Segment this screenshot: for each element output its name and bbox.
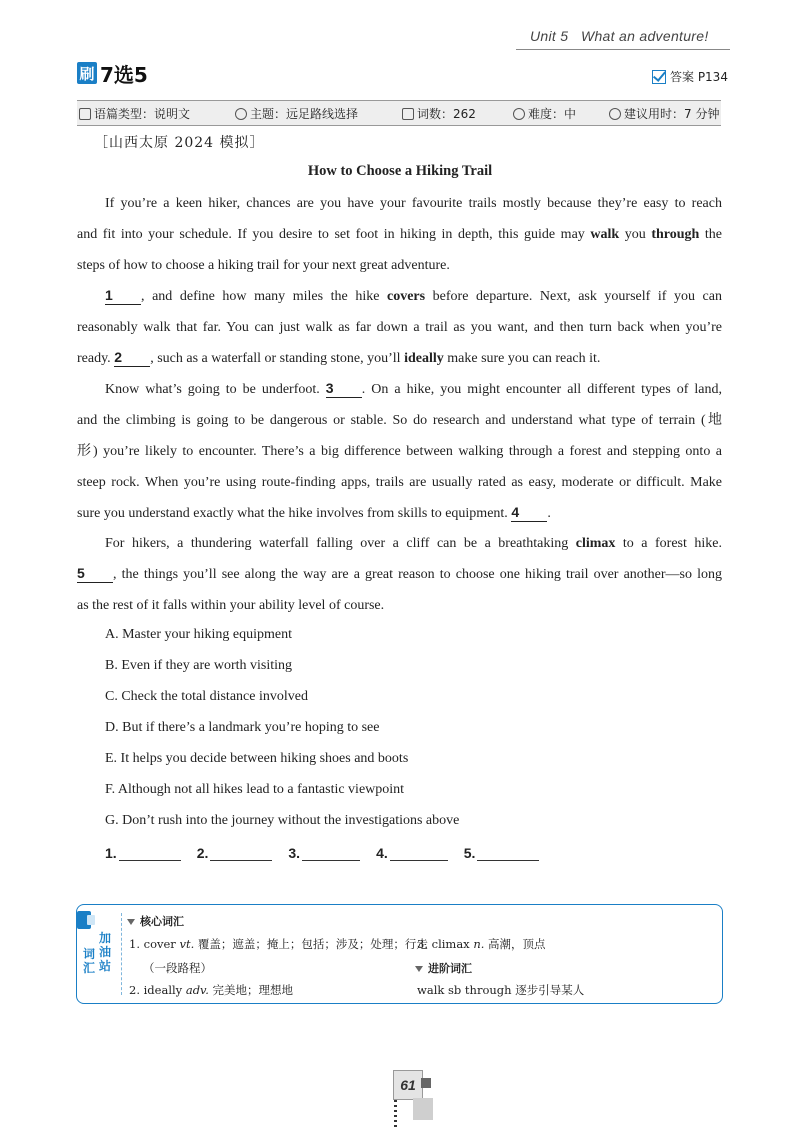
advanced-vocab-1: walk sb through 逐步引导某人 [417, 983, 585, 997]
info-topic [235, 105, 358, 122]
magnifier-icon [235, 108, 247, 120]
p1-text: you [619, 227, 652, 242]
unit-label: Unit 5 [530, 28, 569, 44]
answer-ref-text: 答案 P134 [670, 70, 728, 84]
vocab-side-col-1: 词汇 [83, 947, 96, 975]
checkmark-icon [652, 70, 666, 84]
blank-3[interactable]: 3 [326, 379, 362, 398]
p3-line-2: and the climbing is going to be dangerous or stable. So do research and understand what type of terrain (地 [77, 413, 722, 428]
answer-4-label: 4. [376, 845, 388, 861]
page-number: 61 [393, 1070, 423, 1100]
answer-2-label: 2. [196, 845, 209, 861]
p3-line-3: 形) you’re likely to encounter. There’s a big difference between walking through a forest and stepping onto a [77, 444, 722, 459]
p2-line-2: reasonably walk that far. You can just walk as far down a trail as you want, and then turn back when you’re [77, 320, 722, 335]
info-bar [77, 100, 721, 126]
p2-line-3 [77, 343, 722, 374]
info-words-text: 词数：262 [417, 107, 476, 121]
option-b: B. Even if they are worth visiting [105, 658, 293, 673]
bold-ideally: ideally [404, 351, 444, 366]
blank-2[interactable]: 2 [114, 348, 150, 367]
blank-1[interactable]: 1 [105, 286, 141, 305]
info-time [609, 105, 719, 122]
core-2-def: 完美地；理想地 [208, 983, 294, 997]
core-1-def: 覆盖；遮盖；掩上；包括；涉及；处理；行走 [194, 937, 428, 951]
answer-5-label: 5. [463, 845, 476, 861]
passage-title: How to Choose a Hiking Trail [307, 163, 493, 179]
answer-1-input[interactable] [119, 846, 181, 861]
triangle-icon [127, 919, 135, 925]
info-words [402, 105, 476, 122]
p4-text: to a forest hike. [615, 536, 722, 551]
core-vocab-1 [129, 936, 428, 952]
info-time-text: 建议用时：7 分钟 [624, 107, 720, 121]
p4-line-2 [77, 559, 722, 590]
p1-text: the [699, 227, 723, 242]
info-topic-text: 主题：远足路线选择 [250, 107, 359, 121]
p3-line-1 [77, 374, 722, 405]
p2-text: make sure you can reach it. [443, 351, 601, 366]
option-a: A. Master your hiking equipment [105, 627, 293, 642]
info-difficulty [513, 105, 576, 122]
core-1-pos: vt. [179, 937, 195, 951]
document-icon [79, 108, 91, 120]
word-count-icon [402, 108, 414, 120]
page-decoration-block [413, 1098, 433, 1120]
answer-4-input[interactable] [390, 846, 448, 861]
option-c: C. Check the total distance involved [105, 689, 308, 704]
page-decoration-square [421, 1078, 431, 1088]
blank-4[interactable]: 4 [511, 503, 547, 522]
core-vocab-heading [127, 913, 184, 929]
p3-text: Know what’s going to be underfoot. [105, 382, 326, 397]
core-vocab-1-cont: （一段路程） [143, 961, 212, 975]
answer-row [105, 845, 555, 861]
bold-through: through [651, 227, 700, 242]
core-3-word: 3. climax [417, 937, 474, 951]
difficulty-icon [513, 108, 525, 120]
triangle-icon [415, 966, 423, 972]
core-vocab-2 [129, 982, 293, 998]
answer-2 [197, 845, 273, 861]
unit-title: What an adventure! [580, 28, 709, 44]
core-vocab-3 [417, 936, 546, 952]
core-head-text: 核心词汇 [140, 915, 184, 928]
p1-line-1: If you’re a keen hiker, chances are you have your favourite trails mostly because they’re easy to reach [105, 196, 722, 211]
answer-3-input[interactable] [302, 846, 360, 861]
p3-text: . On a hike, you might encounter all different types of land, [361, 382, 722, 397]
core-3-def: 高潮，顶点 [484, 937, 546, 951]
vocab-side-col-2: 加油站 [99, 931, 112, 973]
answer-reference [652, 68, 728, 85]
answer-5-input[interactable] [477, 846, 539, 861]
option-e: E. It helps you decide between hiking shoes and boots [105, 751, 409, 766]
brush-brand-icon: 刷 [77, 62, 97, 84]
option-f: F. Although not all hikes lead to a fantastic viewpoint [105, 782, 405, 797]
page-decoration-dots [394, 1100, 397, 1130]
bold-covers: covers [387, 289, 426, 304]
info-difficulty-text: 难度：中 [528, 107, 577, 121]
blank-5[interactable]: 5 [77, 564, 113, 583]
p1-line-2 [77, 219, 722, 250]
info-type [79, 105, 190, 122]
unit-header-text [530, 28, 709, 44]
p3-text: sure you understand exactly what the hike involves from skills to equipment. [77, 506, 512, 521]
answer-1 [105, 845, 181, 861]
options-list [105, 624, 459, 841]
p1-line-3: steps of how to choose a hiking trail for your next great adventure. [77, 258, 450, 273]
option-g: G. Don’t rush into the journey without the investigations above [105, 813, 460, 828]
paragraph-1 [77, 188, 722, 281]
p4-line-1 [77, 528, 722, 559]
core-1-word: 1. cover [129, 937, 180, 951]
vocab-box [76, 904, 723, 1004]
paragraph-3 [77, 374, 722, 529]
unit-header [516, 24, 730, 50]
p2-text: , and define how many miles the hike [141, 289, 387, 304]
answer-4 [376, 845, 448, 861]
p3-line-5 [77, 498, 722, 529]
vocab-side [77, 905, 117, 1003]
section-title-row [77, 58, 148, 88]
info-type-text: 语篇类型：说明文 [94, 107, 191, 121]
bookmark-page-icon [87, 915, 95, 925]
p2-text: ready. [77, 351, 115, 366]
section-title: 7选5 [100, 62, 148, 87]
paragraph-4 [77, 528, 722, 621]
answer-3-label: 3. [288, 845, 301, 861]
bold-walk: walk [590, 227, 620, 242]
core-2-word: 2. ideally [129, 983, 186, 997]
bold-climax: climax [575, 536, 616, 551]
core-3-pos: n. [473, 937, 485, 951]
p3-text: . [547, 506, 551, 521]
p1-text: and fit into your schedule. If you desire to set foot in hiking in depth, this guide may [77, 227, 591, 242]
p3-line-4: steep rock. When you’re using route-finding apps, trails are usually rated as easy, moderate or difficult. Make [77, 475, 722, 490]
p4-text: For hikers, a thundering waterfall falling over a cliff can be a breathtaking [105, 536, 576, 551]
advanced-vocab-heading [415, 960, 472, 976]
header-underline [516, 49, 730, 50]
paragraph-2 [77, 281, 722, 374]
source-label: ［山西太原 2024 模拟］ [94, 135, 265, 151]
answer-2-input[interactable] [210, 846, 272, 861]
clock-icon [609, 108, 621, 120]
core-2-pos: adv. [185, 983, 209, 997]
answer-5 [464, 845, 540, 861]
p4-line-3: as the rest of it falls within your ability level of course. [77, 598, 385, 613]
answer-3 [288, 845, 360, 861]
option-d: D. But if there’s a landmark you’re hoping to see [105, 720, 380, 735]
p2-text: , such as a waterfall or standing stone, you’ll [150, 351, 405, 366]
answer-1-label: 1. [105, 845, 117, 861]
p2-line-1 [77, 281, 722, 312]
vocab-divider [121, 913, 122, 995]
p2-text: before departure. Next, ask yourself if you can [425, 289, 722, 304]
adv-head-text: 进阶词汇 [428, 962, 472, 975]
p4-text: , the things you’ll see along the way are a great reason to choose one hiking trail over another—so long [113, 567, 722, 582]
